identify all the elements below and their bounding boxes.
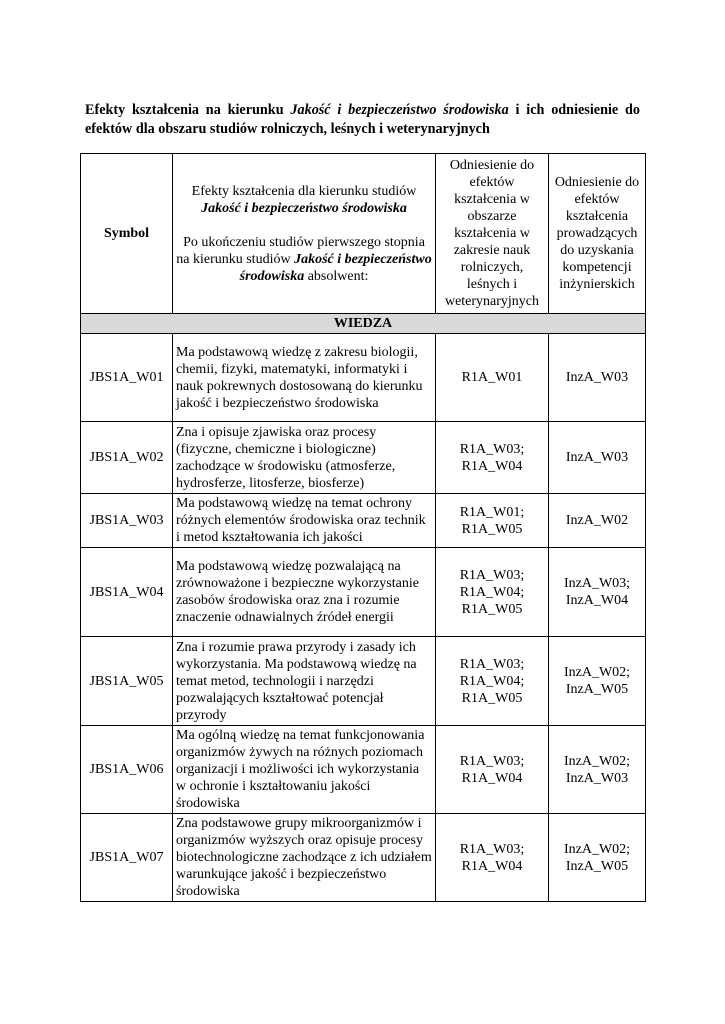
row-symbol: JBS1A_W04 [81, 548, 173, 637]
row-eng-ref [549, 494, 646, 548]
table-row [81, 494, 646, 548]
row-description: Ma ogólną wiedzę na temat funkcjonowania organizmów żywych na różnych poziomach organizacji i możliwości ich wykorzystania w ochronie i kształtowaniu jakości środowiska [173, 726, 436, 814]
row-symbol: JBS1A_W05 [81, 637, 173, 726]
area-ref-code: R1A_W03; [459, 441, 525, 457]
row-eng-ref [549, 637, 646, 726]
row-description: Ma podstawową wiedzę z zakresu biologii, chemii, fizyki, matematyki, informatyki i nauk pokrewnych dostosowaną do kierunku jakość i bezpieczeństwo środowiska [173, 334, 436, 422]
area-ref-code: R1A_W05 [461, 601, 523, 617]
table-row [81, 726, 646, 814]
row-area-ref [436, 548, 549, 637]
row-area-ref [436, 726, 549, 814]
row-eng-ref [549, 814, 646, 902]
eng-ref-code: InzA_W02; [563, 665, 631, 680]
area-ref-code: R1A_W04; [459, 673, 525, 689]
area-ref-code: R1A_W04; [459, 584, 525, 600]
header-symbol: Symbol [81, 154, 173, 314]
eng-ref-code: InzA_W02 [565, 513, 629, 528]
area-ref-code: R1A_W04 [461, 858, 523, 874]
eng-ref-code: InzA_W03; [563, 576, 631, 591]
area-ref-code: R1A_W04 [461, 770, 523, 786]
eng-ref-code: InzA_W05 [565, 858, 629, 874]
title-part1: Efekty kształcenia na kierunku [85, 102, 291, 118]
area-ref-code: R1A_W03; [459, 656, 525, 672]
area-ref-code: R1A_W03; [459, 753, 525, 769]
area-ref-code: R1A_W05 [461, 690, 523, 706]
table-header-row [81, 154, 646, 314]
header-effects-program: Jakość i bezpieczeństwo środowiska [201, 200, 407, 216]
header-effects [173, 154, 436, 314]
header-area-ref: Odniesienie do efektów kształcenia w obszarze kształcenia w zakresie nauk rolniczych, leśnych i weterynaryjnych [436, 154, 549, 314]
row-eng-ref [549, 548, 646, 637]
row-symbol: JBS1A_W06 [81, 726, 173, 814]
row-symbol: JBS1A_W01 [81, 334, 173, 422]
area-ref-code: R1A_W03; [459, 841, 525, 857]
row-area-ref [436, 422, 549, 494]
row-area-ref [436, 334, 549, 422]
title-part2: i ich odniesienie do efektów dla obszaru studiów rolniczych, leśnych i weterynaryjnych [85, 102, 640, 137]
eng-ref-code: InzA_W02; [563, 841, 631, 857]
row-area-ref [436, 814, 549, 902]
header-effects-program2: Jakość i bezpieczeństwo środowiska [239, 251, 432, 284]
area-ref-code: R1A_W04 [461, 458, 523, 474]
row-eng-ref [549, 726, 646, 814]
header-effects-line1: Efekty kształcenia dla kierunku studiów [191, 183, 417, 199]
area-ref-code: R1A_W05 [461, 521, 523, 537]
eng-ref-code: InzA_W03 [565, 770, 629, 786]
row-symbol: JBS1A_W07 [81, 814, 173, 902]
area-ref-code: R1A_W03; [459, 567, 525, 583]
header-effects-line3: absolwent: [304, 268, 369, 284]
eng-ref-code: InzA_W05 [565, 682, 629, 697]
row-eng-ref [549, 334, 646, 422]
row-description: Zna i rozumie prawa przyrody i zasady ich wykorzystania. Ma podstawową wiedzę na temat metod, technologii i narzędzi pozwalających kształtować potencjał przyrody [173, 637, 436, 726]
table-row [81, 637, 646, 726]
row-eng-ref [549, 422, 646, 494]
row-description: Zna i opisuje zjawiska oraz procesy (fizyczne, chemiczne i biologiczne) zachodzące w środowisku (atmosferze, hydrosferze, litosferze, biosferze) [173, 422, 436, 494]
section-row [81, 314, 646, 334]
row-symbol: JBS1A_W02 [81, 422, 173, 494]
table-row [81, 548, 646, 637]
title-program-name: Jakość i bezpieczeństwo środowiska [290, 102, 509, 118]
row-area-ref [436, 494, 549, 548]
eng-ref-code: InzA_W02; [563, 753, 631, 769]
section-label: WIEDZA [81, 314, 646, 334]
row-description: Ma podstawową wiedzę na temat ochrony różnych elementów środowiska oraz technik i metod kształtowania ich jakości [173, 494, 436, 548]
eng-ref-code: InzA_W04 [565, 593, 629, 608]
row-description: Ma podstawową wiedzę pozwalającą na zrównoważone i bezpieczne wykorzystanie zasobów środowiska oraz zna i rozumie znaczenie odnawialnych źródeł energii [173, 548, 436, 637]
table-row [81, 422, 646, 494]
area-ref-code: R1A_W01 [461, 370, 523, 385]
row-description: Zna podstawowe grupy mikroorganizmów i organizmów wyższych oraz opisuje procesy biotechnologiczne zachodzące z ich udziałem warunkujące jakość i bezpieczeństwo środowiska [173, 814, 436, 902]
table-row [81, 814, 646, 902]
header-effects-line2: Po ukończeniu studiów pierwszego stopnia na kierunku studiów [176, 234, 425, 267]
row-area-ref [436, 637, 549, 726]
table-row [81, 334, 646, 422]
learning-outcomes-table [80, 153, 646, 902]
document-title [85, 101, 640, 139]
area-ref-code: R1A_W01; [459, 504, 525, 520]
row-symbol: JBS1A_W03 [81, 494, 173, 548]
header-eng-ref: Odniesienie do efektów kształcenia prowadzących do uzyskania kompetencji inżynierskich [549, 154, 646, 314]
eng-ref-code: InzA_W03 [565, 370, 629, 385]
eng-ref-code: InzA_W03 [565, 450, 629, 465]
